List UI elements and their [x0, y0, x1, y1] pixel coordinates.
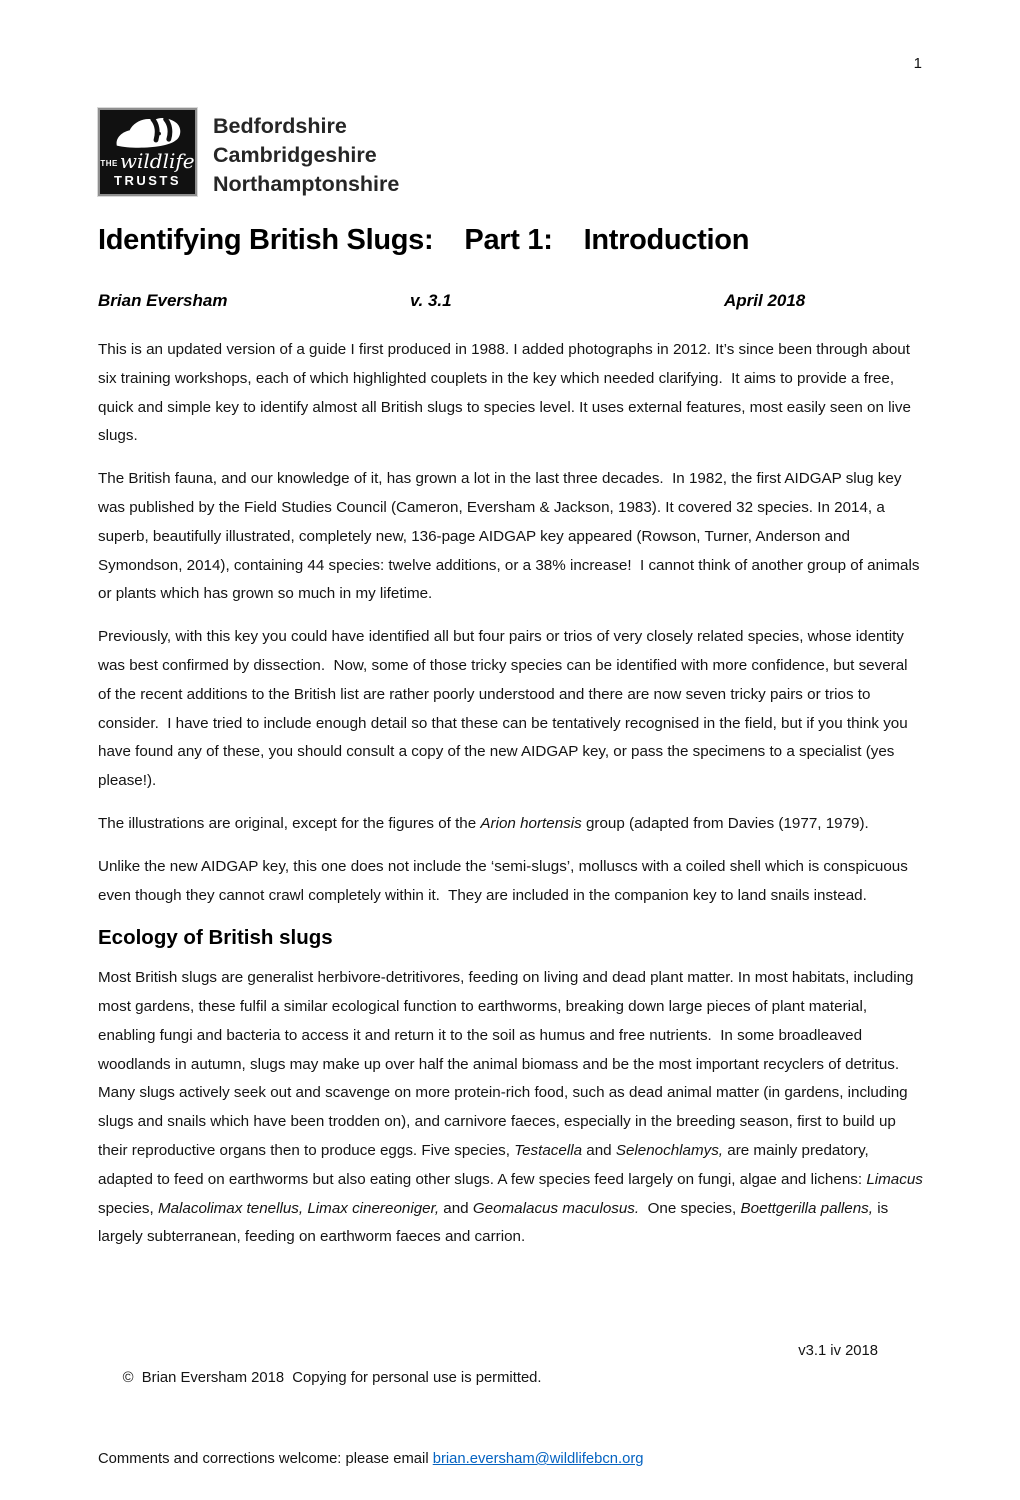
logo-wildlife-label: wildlife — [119, 149, 195, 173]
section-heading-ecology: Ecology of British slugs — [98, 926, 333, 950]
logo-wordmark — [100, 151, 194, 171]
author-name: Brian Eversham — [98, 291, 228, 310]
version-label: v. 3.1 — [410, 291, 452, 310]
byline — [98, 291, 922, 317]
intro-paragraph-3: Previously, with this key you could have identified all but four pairs or trios of very closely related species, whose identity was best confirmed by dissection. Now, some of those tricky species can be identified with more confidence, but several of the recent additions to the British list are rather poorly understood and there are now seven tricky pairs or trios to consider. I have tried to include enough detail so that these can be tentatively recognised in the field, but if you think you have found any of these, you should consult a copy of the new AIDGAP key, or pass the specimens to a specialist (yes please!). — [98, 628, 912, 790]
wildlife-trusts-logo-mark — [98, 108, 197, 196]
document-title: Identifying British Slugs: Part 1: Introduction — [98, 224, 750, 256]
logo-region-names — [213, 108, 399, 199]
logo-region-name: Bedfordshire — [213, 114, 347, 138]
intro-paragraph-4: The illustrations are original, except for the figures of the Arion hortensis group (adapted from Davies (1977, 1979). — [98, 814, 869, 832]
email-link[interactable]: brian.eversham@wildlifebcn.org — [432, 1451, 644, 1467]
logo-region-name: Cambridgeshire — [213, 143, 377, 167]
intro-paragraph-1: This is an updated version of a guide I first produced in 1988. I added photographs in 2012. It’s since been through about six training workshops, each of which highlighted couplets in the key which needed clarifying. It aims to provide a free, quick and simple key to identify almost all British slugs to species level. It uses external features, most easily seen on live slugs. — [98, 341, 916, 445]
intro-paragraph-2: The British fauna, and our knowledge of it, has grown a lot in the last three decades. In 1982, the first AIDGAP slug key was published by the Field Studies Council (Cameron, Eversham & Jackson, 1983). It covered 32 species. In 2014, a superb, beautifully illustrated, completely new, 136-page AIDGAP key appeared (Rowson, Turner, Anderson and Symondson, 2014), containing 44 species: twelve additions, or a 38% increase! I cannot think of another group of animals or plants which has grown so much in my lifetime. — [98, 470, 924, 603]
logo-trusts-label: TRUSTS — [114, 173, 181, 188]
ecology-paragraph: Most British slugs are generalist herbivore-detritivores, feeding on living and dead plant matter. In most habitats, including most gardens, these fulfil a similar ecological function to earthworms, breaking down large pieces of plant material, enabling fungi and bacteria to access it and return it to the soil as humus and free nutrients. In some broadleaved woodlands in autumn, slugs may make up over half the animal biomass and be the most important recyclers of detritus. Many slugs actively seek out and scavenge on more protein-rich food, such as dead animal matter (in gardens, including slugs and snails which have been trodden on), and carnivore faeces, especially in the breeding season, first to build up their reproductive organs then to produce eggs. Five species, Testacella and Selenochlamys, are mainly predatory, adapted to feed on earthworms but also eating other slugs. A few species feed largely on fungi, algae and lichens: Limacus species, Malacolimax tenellus, Limax cinereoniger, and Geomalacus maculosus. One species, Boettgerilla pallens, is largely subterranean, feeding on earthworm faeces and carrion. — [98, 969, 928, 1246]
footer-line-2 — [98, 1446, 922, 1500]
footer-line-1 — [98, 1338, 922, 1446]
page-footer — [98, 1338, 922, 1500]
comments-text: Comments and corrections welcome: please email — [98, 1451, 433, 1467]
logo-the-label: THE — [100, 159, 118, 168]
wildlife-trusts-logo — [98, 108, 399, 199]
document-body — [98, 336, 928, 1266]
logo-region-name: Northamptonshire — [213, 172, 400, 196]
copyright-notice: © Brian Eversham 2018 Copying for personal use is permitted. — [122, 1370, 542, 1386]
intro-paragraph-5: Unlike the new AIDGAP key, this one does not include the ‘semi-slugs’, molluscs with a coiled shell which is conspicuous even though they cannot crawl completely within it. They are included in the companion key to land snails instead. — [98, 857, 913, 904]
badger-icon — [112, 113, 184, 151]
footer-version-label: v3.1 iv 2018 — [798, 1343, 878, 1359]
date-label: April 2018 — [724, 291, 806, 310]
page-number: 1 — [913, 55, 922, 72]
